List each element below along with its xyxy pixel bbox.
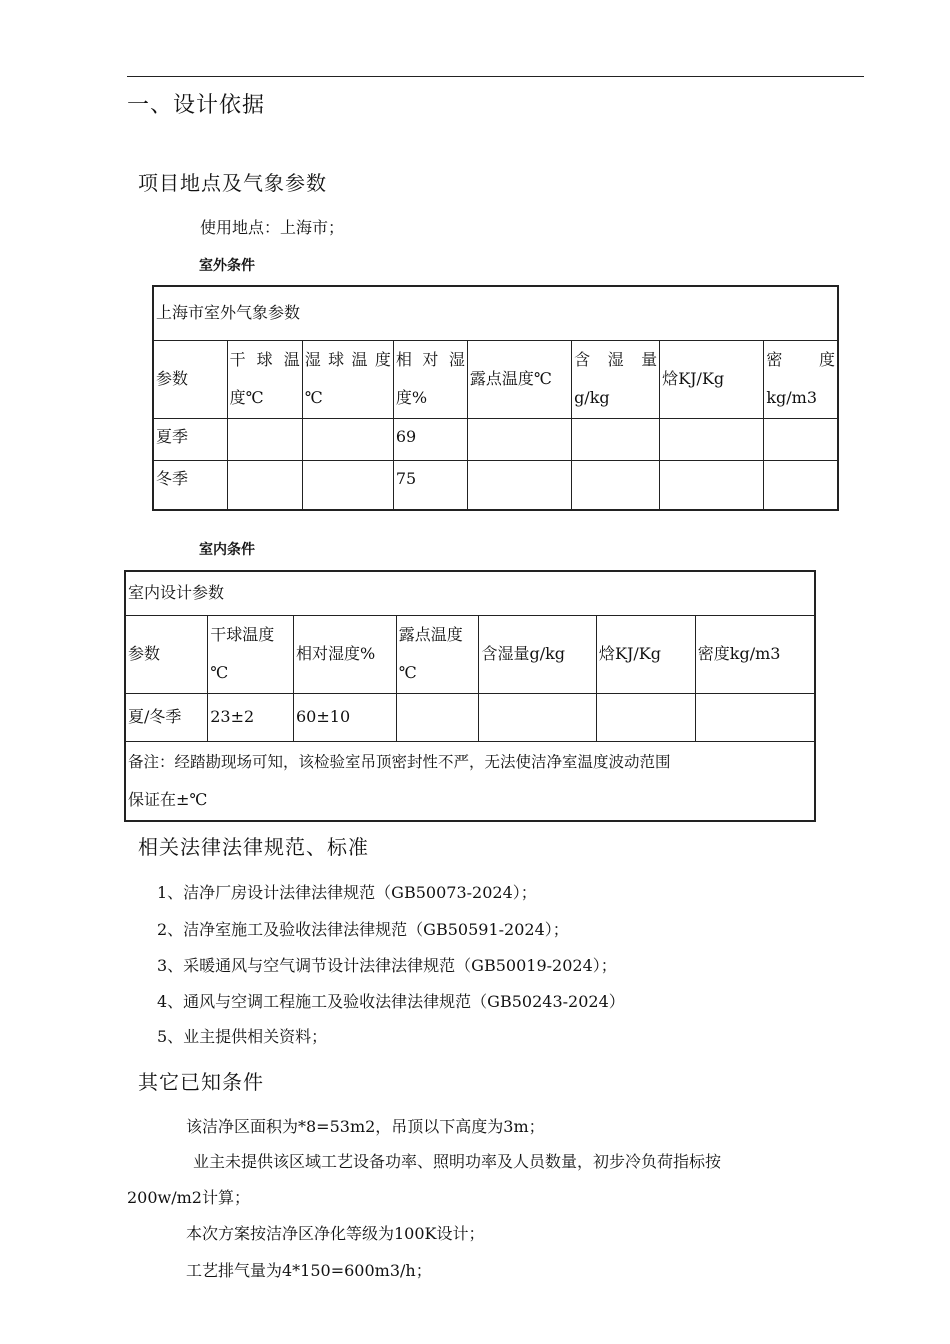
header-density bbox=[764, 340, 838, 418]
header-wet-bulb-line2: ℃ bbox=[304, 388, 323, 407]
table-cell bbox=[764, 460, 838, 510]
header-density-line2: kg/m3 bbox=[766, 388, 818, 407]
note-line2: 保证在±℃ bbox=[128, 789, 208, 809]
list-item: 3、采暖通风与空气调节设计法律法律规范（GB50019-2024）； bbox=[157, 956, 617, 975]
header-enthalpy: 焓KJ/Kg bbox=[597, 615, 696, 693]
header-relative-humidity bbox=[393, 340, 467, 418]
known-line-load-cont: 200w/m2计算； bbox=[127, 1188, 250, 1207]
header-enthalpy: 焓KJ/Kg bbox=[660, 340, 764, 418]
header-wet-bulb bbox=[302, 340, 393, 418]
indoor-params-table bbox=[124, 570, 816, 822]
note-line1: 备注：经踏勘现场可知，该检验室吊顶密封性不严，无法使洁净室温度波动范围 bbox=[128, 752, 671, 771]
header-dew-line1: 露点温度 bbox=[398, 625, 463, 644]
table-cell bbox=[396, 693, 479, 741]
subsection-title-location: 项目地点及气象参数 bbox=[138, 171, 327, 195]
header-dew-line2: ℃ bbox=[398, 663, 417, 682]
header-dry-bulb-line2: ℃ bbox=[210, 663, 229, 682]
known-line-load: 业主未提供该区域工艺设备功率、照明功率及人员数量，初步冷负荷指标按 bbox=[193, 1152, 722, 1171]
indoor-table-caption: 室内设计参数 bbox=[125, 571, 815, 615]
row-winter-season: 冬季 bbox=[153, 460, 227, 510]
table-cell bbox=[597, 693, 696, 741]
table-cell bbox=[302, 460, 393, 510]
header-dew-point bbox=[396, 615, 479, 693]
row-winter-rh: 75 bbox=[393, 460, 467, 510]
list-item: 4、通风与空调工程施工及验收法律法律规范（GB50243-2024） bbox=[157, 992, 625, 1011]
table-cell bbox=[467, 460, 571, 510]
row-summer-rh: 69 bbox=[393, 418, 467, 460]
table-cell bbox=[764, 418, 838, 460]
header-wet-bulb-line1: 湿球温度 bbox=[304, 350, 391, 369]
header-dry-bulb-line1: 干 球 温 bbox=[229, 350, 300, 369]
outdoor-params-table bbox=[152, 285, 839, 511]
outdoor-table-caption: 上海市室外气象参数 bbox=[153, 286, 838, 340]
table-cell bbox=[479, 693, 597, 741]
indoor-label: 室内条件 bbox=[199, 542, 255, 558]
list-item: 2、洁净室施工及验收法律法律规范（GB50591-2024）； bbox=[157, 920, 569, 939]
header-rule bbox=[127, 76, 864, 77]
header-dew-point: 露点温度℃ bbox=[467, 340, 571, 418]
row-dry-bulb: 23±2 bbox=[208, 693, 294, 741]
table-cell bbox=[660, 460, 764, 510]
known-line-exhaust: 工艺排气量为4*150=600m3/h； bbox=[186, 1261, 432, 1280]
table-cell bbox=[572, 418, 660, 460]
section-title: 一、设计依据 bbox=[127, 93, 266, 118]
subsection-title-known: 其它已知条件 bbox=[138, 1070, 264, 1094]
header-rh-line1: 相 对 湿 bbox=[395, 350, 465, 369]
table-cell bbox=[467, 418, 571, 460]
table-cell bbox=[695, 693, 815, 741]
row-season: 夏/冬季 bbox=[125, 693, 208, 741]
header-dry-bulb bbox=[208, 615, 294, 693]
header-density: 密度kg/m3 bbox=[695, 615, 815, 693]
header-moisture-line2: g/kg bbox=[574, 388, 610, 407]
table-cell bbox=[572, 460, 660, 510]
known-line-class: 本次方案按洁净区净化等级为100K设计； bbox=[186, 1224, 485, 1243]
location-line: 使用地点：上海市； bbox=[200, 218, 345, 237]
table-cell bbox=[227, 418, 302, 460]
header-moisture-line1: 含 湿 量 bbox=[574, 350, 658, 369]
row-summer-season: 夏季 bbox=[153, 418, 227, 460]
header-param: 参数 bbox=[153, 340, 227, 418]
header-param: 参数 bbox=[125, 615, 208, 693]
table-cell bbox=[302, 418, 393, 460]
header-moisture: 含湿量g/kg bbox=[479, 615, 597, 693]
known-line-area: 该洁净区面积为*8=53m2，吊顶以下高度为3m； bbox=[186, 1117, 545, 1136]
header-rh-line2: 度% bbox=[395, 388, 428, 407]
subsection-title-standards: 相关法律法律规范、标准 bbox=[138, 835, 369, 859]
indoor-table-note bbox=[125, 741, 815, 821]
header-moisture bbox=[572, 340, 660, 418]
outdoor-label: 室外条件 bbox=[199, 258, 255, 274]
table-cell bbox=[660, 418, 764, 460]
header-dry-bulb-line2: 度℃ bbox=[229, 388, 264, 407]
row-rh: 60±10 bbox=[294, 693, 397, 741]
header-dry-bulb bbox=[227, 340, 302, 418]
table-cell bbox=[227, 460, 302, 510]
header-density-line1: 密 度 bbox=[766, 350, 835, 369]
list-item: 1、洁净厂房设计法律法律规范（GB50073-2024）； bbox=[157, 883, 537, 902]
header-relative-humidity: 相对湿度% bbox=[294, 615, 397, 693]
header-dry-bulb-line1: 干球温度 bbox=[210, 625, 275, 644]
list-item: 5、业主提供相关资料； bbox=[157, 1027, 328, 1046]
